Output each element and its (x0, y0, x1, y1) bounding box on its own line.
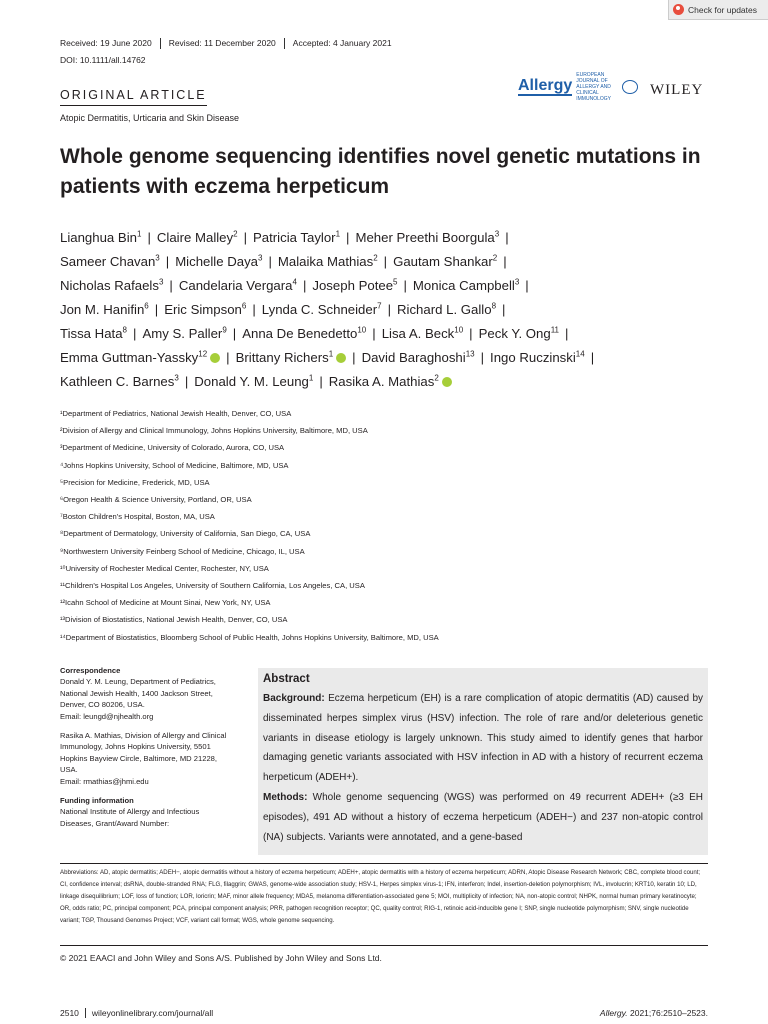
author-affiliation: 8 (491, 301, 497, 311)
divider (60, 863, 708, 864)
journal-name: Allergy (518, 77, 573, 94)
author[interactable] (242, 326, 366, 341)
author-affiliation: 1 (335, 229, 341, 239)
author-separator: | (133, 326, 137, 341)
author[interactable] (479, 326, 559, 341)
author-separator: | (319, 374, 323, 389)
correspondence-heading: Correspondence (60, 666, 121, 675)
doi[interactable]: DOI: 10.1111/all.14762 (60, 55, 146, 65)
author-name: Anna De Benedetto (242, 326, 358, 341)
author-separator: | (403, 278, 407, 293)
author-separator: | (243, 230, 247, 245)
affiliation: ¹³Division of Biostatistics, National Jewish Health, Denver, CO, USA (60, 615, 288, 625)
author-affiliation: 3 (158, 277, 164, 287)
author[interactable] (142, 326, 226, 341)
author-separator: | (590, 350, 595, 365)
eaaci-logo-icon (622, 80, 638, 94)
author[interactable] (312, 278, 397, 293)
author-name: Lianghua Bin (60, 230, 137, 245)
author-separator: | (268, 254, 272, 269)
page-number: 2510 (60, 1008, 86, 1018)
author-affiliation: 4 (292, 277, 297, 287)
author[interactable] (157, 230, 238, 245)
author-affiliation: 6 (241, 301, 247, 311)
author-affiliation: 2 (233, 229, 238, 239)
author[interactable] (194, 374, 313, 389)
methods-label: Methods: (263, 791, 308, 803)
journal-society: EUROPEAN JOURNAL OF ALLERGY AND CLINICAL IMMUNOLOGY (576, 72, 611, 102)
author-name: Meher Preethi Boorgula (355, 230, 495, 245)
orcid-icon[interactable] (336, 353, 346, 363)
author-affiliation: 7 (377, 301, 382, 311)
author-affiliation: 9 (222, 325, 227, 335)
check-updates-icon (673, 4, 684, 15)
affiliation: ¹Department of Pediatrics, National Jewish Health, Denver, CO, USA (60, 409, 292, 418)
author[interactable] (355, 230, 499, 245)
citation-volume: 2021;76:2510–2523. (630, 1008, 708, 1018)
author-affiliation: 2 (492, 253, 498, 263)
affiliation: ⁷Boston Children's Hospital, Boston, MA, USA (60, 512, 215, 522)
author-affiliation: 5 (393, 277, 398, 287)
affiliation: ⁵Precision for Medicine, Frederick, MD, USA (60, 477, 210, 487)
author-affiliation: 10 (357, 325, 367, 335)
author-name: David Baraghoshi (361, 350, 466, 365)
orcid-icon[interactable] (442, 377, 452, 387)
affiliation: ⁶Oregon Health & Science University, Portland, OR, USA (60, 495, 252, 505)
journal-url[interactable]: wileyonlinelibrary.com/journal/all (91, 1008, 214, 1018)
author-name: Joseph Potee (312, 278, 394, 293)
author-separator: | (154, 302, 159, 317)
author[interactable] (175, 254, 262, 269)
citation (600, 1008, 708, 1018)
correspondence-column (60, 665, 230, 837)
publisher-logo[interactable]: WILEY (650, 82, 704, 98)
author-name: Nicholas Rafaels (60, 278, 159, 293)
author[interactable] (393, 254, 497, 269)
author-separator: | (165, 254, 170, 269)
author-affiliation: 2 (373, 253, 378, 263)
author-separator: | (372, 326, 376, 341)
check-updates-label: Check for updates (688, 4, 757, 15)
correspondence-email-2[interactable]: Email: rmathias@jhmi.edu (60, 776, 149, 786)
author-separator: | (252, 302, 256, 317)
abbreviations: Abbreviations: AD, atopic dermatitis; ADEH−, atopic dermatitis without a history of eczema herpeticum; ADEH+, atopic dermatitis with a history of eczema herpeticum; ADRN, Atopic Disease Research Network; CBC, complete blood count; CI, confidence interval; dsRNA, double-stranded RNA; FLG, filaggrin; GWAS, genome-wide association study; HSV-1, Herpes simplex virus-1; IFN, interferon; Indel, insertion-deletion polymorphism; IVL, involucrin; KRT10, keratin 10; LD, linkage disequilibrium; LOF, loss of function; LOR, loricrin; MAF, minor allele frequency; MDA5, melanoma differentiation-associated gene 5; MOI, multiplicity of infection; NA, non-atopic control; NHPK, normal human primary keratinocyte; OR, odds ratio; PC, principal component; PCA, principal component analysis; PRR, pathogen recognition receptor; QC, quality control; RIG-1, retinoic acid-inducible gene I; SNP, single nucleotide polymorphism; SNV, single nucleotide variant; TGP, Thousand Genomes Project; VCF, variant call format; WGS, whole genome sequencing. (60, 869, 701, 924)
author-name: Monica Campbell (412, 278, 515, 293)
abstract-background (263, 689, 703, 788)
author-separator: | (387, 302, 391, 317)
author-separator: | (346, 230, 350, 245)
background-text: Eczema herpeticum (EH) is a rare complication of atopic dermatitis (AD) caused by disseminated herpes simplex virus (HSV) infection. The role of rare and/or deleterious genetic variants in disease etiology is largely unknown. This study aimed to identify genes that harbor damaging genetic variants associated with HSV infection in AD with a history of recurrent eczema herpeticum (ADEH+). (263, 693, 704, 784)
author-separator: | (469, 326, 473, 341)
orcid-icon[interactable] (210, 353, 220, 363)
author-name: Lisa A. Beck (381, 326, 455, 341)
article-title: Whole genome sequencing identifies novel genetic mutations in patients with eczema herpeticum (60, 145, 701, 198)
affiliation: ³Department of Medicine, University of Colorado, Aurora, CO, USA (60, 443, 285, 453)
author[interactable] (382, 326, 463, 341)
funding-heading: Funding information (60, 796, 134, 806)
author-affiliation: 3 (155, 253, 160, 263)
author-separator: | (480, 350, 485, 365)
author-affiliation: 3 (174, 373, 179, 383)
author-name: Brittany Richers (235, 350, 329, 365)
author[interactable] (179, 278, 297, 293)
author-name: Claire Malley (156, 230, 234, 245)
funding-text: National Institute of Allergy and Infectious Diseases, Grant/Award Number: (60, 807, 200, 828)
correspondence-contact-1: Donald Y. M. Leung, Department of Pediatrics, National Jewish Health, 1400 Jackson Street, Denver, CO 80206, USA. (60, 677, 216, 710)
author[interactable] (278, 254, 378, 269)
affiliation-list (60, 405, 439, 646)
author-affiliation: 1 (328, 349, 334, 359)
author-affiliation: 13 (465, 349, 475, 359)
author-name: Eric Simpson (164, 302, 242, 317)
author-name: Richard L. Gallo (397, 302, 492, 317)
author-list (60, 226, 720, 394)
correspondence-contact-2: Rasika A. Mathias, Division of Allergy and Clinical Immunology, Johns Hopkins University, 5501 Hopkins Bayview Circle, Baltimore, MD 21228, USA. (60, 731, 227, 775)
author[interactable] (60, 254, 160, 269)
author-separator: | (565, 326, 569, 341)
affiliation: ¹⁴Department of Biostatistics, Bloomberg School of Public Health, Johns Hopkins University, Baltimore, MD, USA (60, 632, 439, 642)
author[interactable] (329, 374, 452, 389)
affiliation: ⁹Northwestern University Feinberg School of Medicine, Chicago, IL, USA (60, 546, 305, 556)
affiliation: ¹¹Children's Hospital Los Angeles, University of Southern California, Los Angeles, CA, USA (60, 581, 365, 591)
correspondence-email-1[interactable]: Email: leungd@njhealth.org (60, 711, 154, 721)
author-separator: | (352, 350, 356, 365)
author-affiliation: 1 (308, 373, 314, 383)
author[interactable] (362, 350, 475, 365)
author-separator: | (302, 278, 307, 293)
author[interactable] (262, 302, 382, 317)
author-name: Emma Guttman-Yassky (60, 350, 199, 365)
abstract-methods (263, 788, 703, 847)
affiliation: ²Division of Allergy and Clinical Immunology, Johns Hopkins University, Baltimore, MD, USA (60, 426, 368, 436)
author-separator: | (169, 278, 173, 293)
author-separator: | (226, 350, 230, 365)
author-name: Kathleen C. Barnes (60, 374, 175, 389)
author-affiliation: 8 (122, 325, 127, 335)
author[interactable] (164, 302, 246, 317)
article-dates (60, 38, 400, 49)
author-name: Malaika Mathias (277, 254, 374, 269)
accepted-date: Accepted: 4 January 2021 (292, 38, 392, 48)
author-name: Sameer Chavan (60, 254, 156, 269)
author-name: Donald Y. M. Leung (194, 374, 309, 389)
methods-text: Whole genome sequencing (WGS) was performed on 49 recurrent ADEH+ (≥3 EH episodes), 491 AD without a history of eczema herpeticum (ADEH−) and 237 non-atopic control (NA) subjects. Variants were annotated, and a gene-based (263, 791, 703, 843)
author-separator: | (505, 230, 509, 245)
author-separator: | (232, 326, 237, 341)
background-label: Background: (263, 693, 325, 704)
abstract-heading: Abstract (263, 673, 310, 685)
received-date: Received: 19 June 2020 (60, 38, 161, 49)
author-name: Michelle Daya (175, 254, 259, 269)
author-affiliation: 3 (494, 229, 500, 239)
author-name: Jon M. Hanifin (60, 302, 145, 317)
author-name: Gautam Shankar (393, 254, 493, 269)
author-separator: | (502, 302, 506, 317)
author-affiliation: 2 (434, 373, 439, 383)
author-separator: | (383, 254, 388, 269)
author-name: Peck Y. Ong (478, 326, 551, 341)
abstract-box (258, 668, 708, 855)
check-for-updates-button[interactable] (668, 0, 768, 20)
affiliation: ⁸Department of Dermatology, University of California, San Diego, CA, USA (60, 529, 311, 539)
article-type: ORIGINAL ARTICLE (60, 88, 207, 106)
author-separator: | (503, 254, 507, 269)
author[interactable] (60, 278, 163, 293)
citation-journal: Allergy. (599, 1008, 628, 1018)
author-name: Amy S. Paller (142, 326, 223, 341)
author[interactable] (60, 326, 127, 341)
author-name: Candelaria Vergara (178, 278, 293, 293)
author-affiliation: 12 (198, 349, 208, 359)
affiliation: ⁴Johns Hopkins University, School of Medicine, Baltimore, MD, USA (60, 460, 289, 470)
author-name: Ingo Ruczinski (490, 350, 576, 365)
author-affiliation: 1 (137, 229, 142, 239)
author[interactable] (490, 350, 585, 365)
author-name: Rasika A. Mathias (328, 374, 435, 389)
author-affiliation: 10 (454, 325, 464, 335)
author-name: Tissa Hata (60, 326, 123, 341)
copyright: © 2021 EAACI and John Wiley and Sons A/S. Published by John Wiley and Sons Ltd. (60, 953, 382, 963)
author-separator: | (184, 374, 189, 389)
author[interactable] (413, 278, 519, 293)
author-separator: | (525, 278, 529, 293)
section-label: Atopic Dermatitis, Urticaria and Skin Disease (60, 113, 240, 123)
author[interactable] (60, 230, 141, 245)
author[interactable] (60, 374, 179, 389)
author-affiliation: 14 (575, 349, 585, 359)
page-footer (60, 1008, 708, 1018)
author[interactable] (60, 350, 220, 365)
author-name: Lynda C. Schneider (261, 302, 378, 317)
author-affiliation: 11 (550, 325, 560, 335)
journal-logo[interactable] (518, 72, 638, 102)
affiliation: ¹⁰University of Rochester Medical Center, Rochester, NY, USA (60, 563, 269, 573)
author[interactable] (236, 350, 347, 365)
author[interactable] (253, 230, 340, 245)
author-separator: | (147, 230, 151, 245)
author-name: Patricia Taylor (253, 230, 336, 245)
author[interactable] (60, 302, 149, 317)
author-affiliation: 3 (514, 277, 520, 287)
author-affiliation: 6 (144, 301, 149, 311)
revised-date: Revised: 11 December 2020 (161, 38, 285, 49)
divider (60, 945, 708, 946)
affiliation: ¹²Icahn School of Medicine at Mount Sinai, New York, NY, USA (60, 598, 271, 608)
author-affiliation: 3 (258, 253, 263, 263)
author[interactable] (397, 302, 496, 317)
